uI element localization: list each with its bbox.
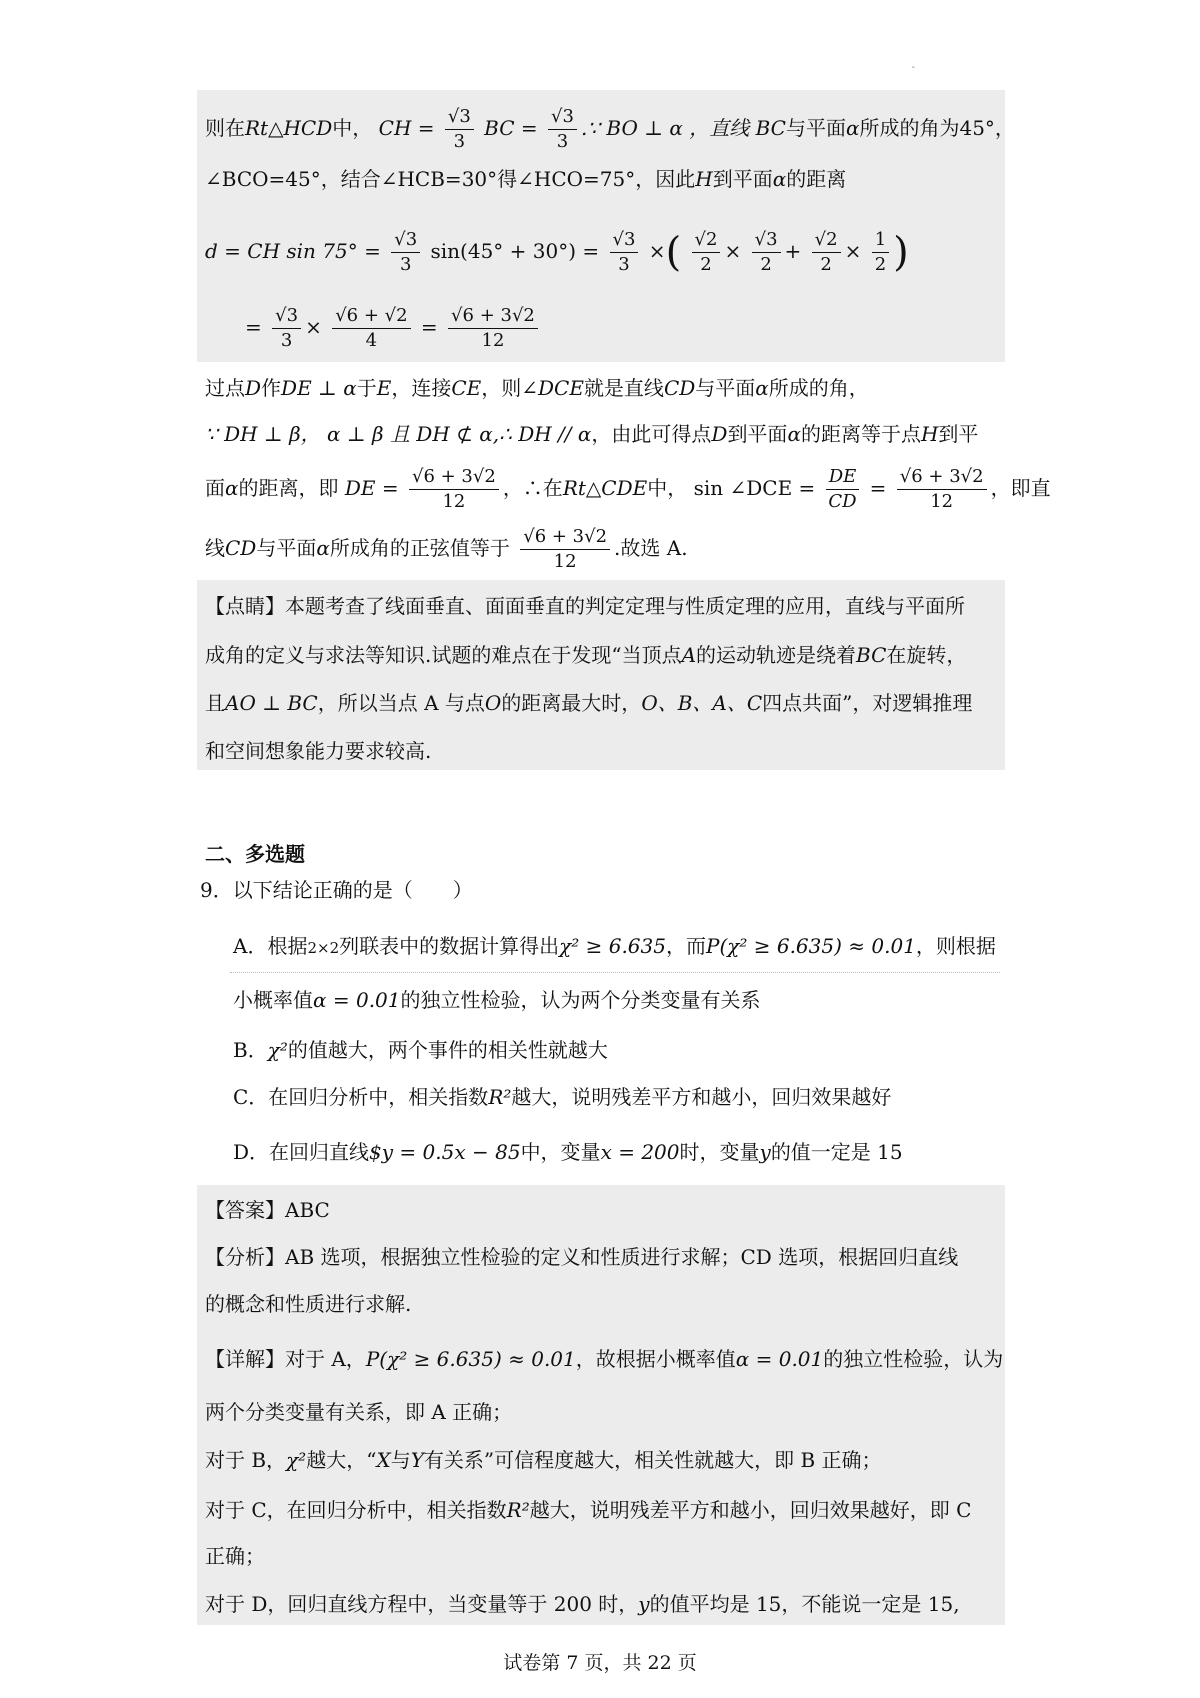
fraction: $\frac{1}{2}$ (872, 228, 889, 277)
fraction: $\frac{√6 + 3√2}{12}$ (409, 465, 499, 514)
solution-line-3: d = CH sin 75° = $\frac{√3}{3}$ sin(45° + 30°) = $\frac{√3}{3}$ ×( $\frac{√2}{2}$ × $\frac{√3}{2}$ + $\frac{√2}{2}$ × $\frac{1}{2}$ ) (205, 229, 909, 276)
option-a-line-2: 小概率值α = 0.01的独立性检验，认为两个分类变量有关系 (233, 988, 761, 1012)
solution-line-7: 面α的距离，即 DE = $\frac{√6 + 3√2}{12}$ ，∴在Rt△CDE中， sin ∠DCE = $\frac{DE}{CD}$ = $\frac{√6 + 3√2}{12}$ ，即直 (205, 466, 1051, 512)
option-c: C．在回归分析中，相关指数R²越大，说明残差平方和越小，回归效果越好 (233, 1085, 892, 1109)
detail-line-1: 【详解】对于 A，P(χ² ≥ 6.635) ≈ 0.01，故根据小概率值α = 0.01的独立性检验，认为 (205, 1347, 1004, 1371)
detail-line-5: 正确； (205, 1544, 265, 1568)
analysis-line-2: 的概念和性质进行求解. (205, 1292, 412, 1316)
detail-line-3: 对于 B，χ²越大，“X与Y有关系”可信程度越大，相关性就越大，即 B 正确； (205, 1448, 882, 1472)
dotted-separator (230, 972, 1000, 973)
solution-line-4: = $\frac{√3}{3}$ × $\frac{√6 + √2}{4}$ = $\frac{√6 + 3√2}{12}$ (245, 304, 542, 353)
fraction: $\frac{√2}{2}$ (692, 228, 721, 277)
solution-line-6: ∵ DH ⊥ β， α ⊥ β 且 DH ⊄ α,∴ DH // α，由此可得点D到平面α的距离等于点H到平 (205, 422, 979, 446)
fraction: $\frac{√6 + 3√2}{12}$ (520, 525, 610, 574)
page-footer: 试卷第 7 页，共 22 页 (503, 1652, 697, 1674)
fraction: $\frac{√3}{3}$ (610, 228, 639, 277)
remark-line-4: 和空间想象能力要求较高. (205, 739, 432, 763)
fraction: $\frac{√2}{2}$ (812, 228, 841, 277)
analysis-line-1: 【分析】AB 选项，根据独立性检验的定义和性质进行求解；CD 选项，根据回归直线 (205, 1245, 959, 1269)
remark-line-3: 且AO ⊥ BC，所以当点 A 与点O的距离最大时，O、B、A、C四点共面”，对逻辑推理 (205, 691, 973, 715)
fraction: $\frac{√3}{3}$ (548, 105, 577, 154)
fraction: $\frac{√3}{2}$ (752, 228, 781, 277)
fraction: $\frac{√3}{3}$ (445, 105, 474, 154)
fraction: $\frac{√3}{3}$ (391, 228, 420, 277)
detail-line-2: 两个分类变量有关系，即 A 正确； (205, 1400, 513, 1424)
detail-line-4: 对于 C，在回归分析中，相关指数R²越大，说明残差平方和越小，回归效果越好，即 C (205, 1498, 972, 1522)
fraction: $\frac{√6 + 3√2}{12}$ (448, 304, 538, 353)
fraction: $\frac{DE}{CD}$ (826, 465, 860, 514)
option-d: D．在回归直线$y = 0.5x − 85中，变量x = 200时，变量y的值一定是 15 (233, 1140, 903, 1164)
option-b: B．χ²的值越大，两个事件的相关性就越大 (233, 1038, 608, 1062)
detail-line-6: 对于 D，回归直线方程中，当变量等于 200 时，y的值平均是 15，不能说一定是 15, (205, 1592, 960, 1616)
fraction: $\frac{√6 + 3√2}{12}$ (897, 465, 987, 514)
fraction: $\frac{√6 + √2}{4}$ (332, 304, 410, 353)
solution-line-2: ∠BCO=45°，结合∠HCB=30°得∠HCO=75°，因此H到平面α的距离 (205, 167, 847, 191)
solution-line-8: 线CD与平面α所成角的正弦值等于 $\frac{√6 + 3√2}{12}$ .故选 A. (205, 526, 688, 572)
remark-line-1: 【点睛】本题考查了线面垂直、面面垂直的判定定理与性质定理的应用，直线与平面所 (205, 594, 965, 618)
answer-line: 【答案】ABC (205, 1198, 330, 1222)
section-title: 二、多选题 (205, 842, 305, 866)
solution-line-5: 过点D作DE ⊥ α于E，连接CE，则∠DCE就是直线CD与平面α所成的角， (205, 376, 869, 400)
corner-mark: - (911, 62, 915, 73)
question-stem: 9．以下结论正确的是（ ） (200, 878, 473, 902)
solution-line-1: 则在Rt△HCD中， CH = $\frac{√3}{3}$ BC = $\frac{√3}{3}$ .∵ BO ⊥ α ，直线 BC与平面α所成的角为45°， (205, 106, 1015, 152)
remark-line-2: 成角的定义与求法等知识.试题的难点在于发现“当顶点A的运动轨迹是绕着BC在旋转， (205, 643, 967, 667)
fraction: $\frac{√3}{3}$ (272, 304, 301, 353)
option-a-line-1: A．根据2×2列联表中的数据计算得出χ² ≥ 6.635，而P(χ² ≥ 6.635) ≈ 0.01，则根据 (233, 934, 996, 958)
